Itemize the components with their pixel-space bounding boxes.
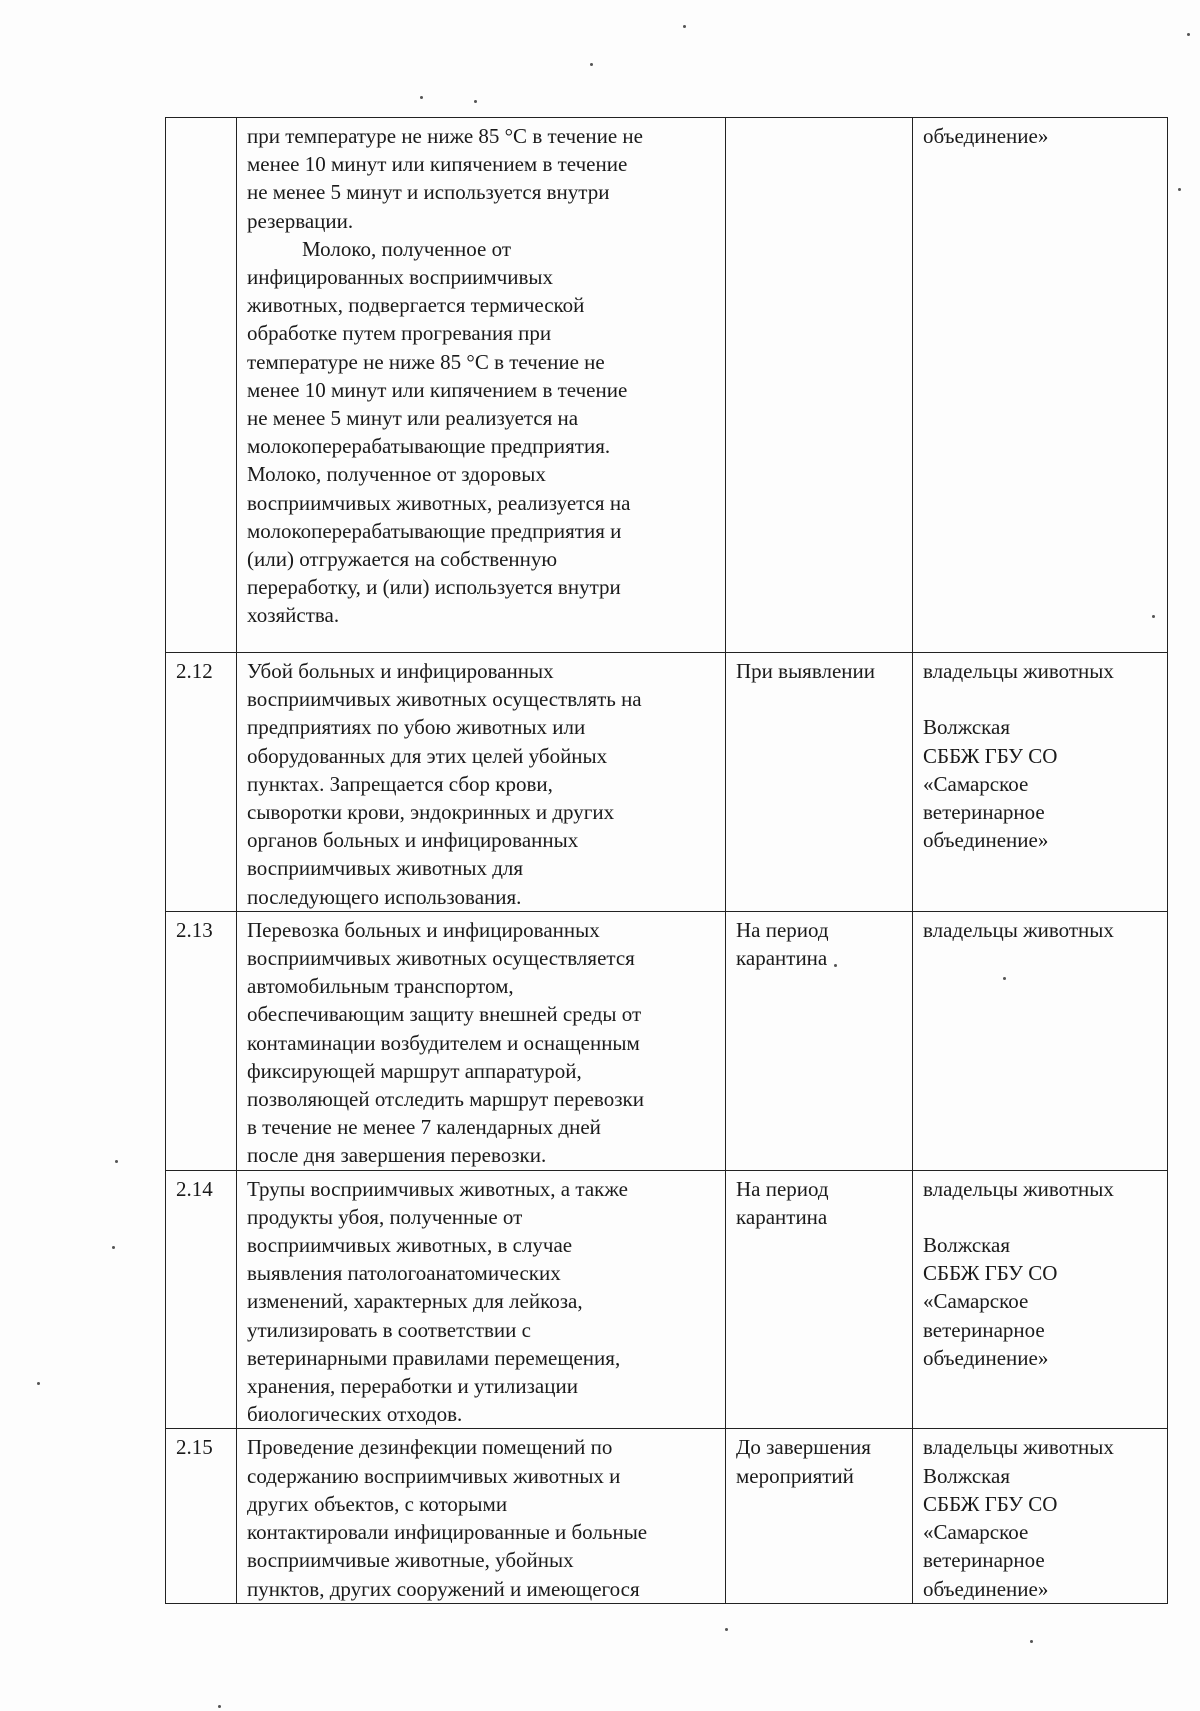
- action-line: животных, подвергается термической: [247, 293, 585, 318]
- action-line: после дня завершения перевозки.: [247, 1143, 547, 1168]
- action-cell: [237, 911, 726, 1170]
- action-line: молокоперерабатывающие предприятия и: [247, 518, 622, 543]
- term-line: На период: [736, 1176, 829, 1201]
- table-row-continued: [166, 118, 1168, 653]
- action-line: Убой больных и инфицированных: [247, 659, 554, 683]
- scan-speck: [590, 63, 593, 66]
- responsible-cell: [913, 911, 1168, 1170]
- action-line: восприимчивых животных, в случае: [247, 1233, 573, 1258]
- responsible-line: объединение»: [923, 1345, 1049, 1370]
- responsible-line: владельцы животных: [923, 917, 1114, 942]
- responsible-line: «Самарское: [923, 1520, 1029, 1545]
- scan-speck: [834, 964, 837, 967]
- action-line: пунктах. Запрещается сбор крови,: [247, 771, 553, 796]
- responsible-line: владельцы животных: [923, 659, 1114, 683]
- responsible-line: СББЖ ГБУ СО: [923, 1491, 1058, 1516]
- row-number: [166, 118, 237, 653]
- action-line: хозяйства.: [247, 603, 340, 628]
- action-line: Перевозка больных и инфицированных: [247, 917, 600, 942]
- responsible-line: объединение»: [923, 1576, 1049, 1601]
- scan-speck: [1187, 33, 1190, 36]
- row-number: 2.14: [166, 1170, 237, 1429]
- action-cell: [237, 1429, 726, 1603]
- row-number: 2.13: [166, 911, 237, 1170]
- action-line: пунктов, других сооружений и имеющегося: [247, 1576, 640, 1601]
- action-line: выявления патологоанатомических: [247, 1261, 561, 1286]
- row-number: 2.12: [166, 653, 237, 912]
- action-line: органов больных и инфицированных: [247, 828, 579, 853]
- scan-speck: [1003, 977, 1006, 980]
- action-line: позволяющей отследить маршрут перевозки: [247, 1087, 644, 1112]
- responsible-line: СББЖ ГБУ СО: [923, 743, 1058, 768]
- action-cell: [237, 653, 726, 912]
- table-row-2-12: [166, 653, 1168, 912]
- responsible-line: объединение»: [923, 124, 1049, 148]
- responsible-line: объединение»: [923, 828, 1049, 853]
- term-line: При выявлении: [736, 659, 875, 683]
- responsible-line: владельцы животных: [923, 1176, 1114, 1201]
- responsible-gap: [923, 1203, 1157, 1231]
- action-line: Молоко, полученное от: [302, 236, 512, 261]
- term-line: карантина: [736, 946, 828, 971]
- scan-speck: [1152, 615, 1155, 618]
- action-line: сыворотки крови, эндокринных и других: [247, 800, 615, 825]
- term-cell: [726, 911, 913, 1170]
- responsible-line: ветеринарное: [923, 800, 1045, 824]
- action-line: Молоко, полученное от здоровых: [247, 462, 546, 487]
- action-line: фиксирующей маршрут аппаратурой,: [247, 1058, 582, 1083]
- scan-speck: [112, 1246, 115, 1249]
- action-line: автомобильным транспортом,: [247, 974, 514, 999]
- scan-speck: [1030, 1640, 1033, 1643]
- term-line: карантина: [736, 1204, 828, 1229]
- action-line: Проведение дезинфекции помещений по: [247, 1435, 613, 1460]
- action-line: предприятиях по убою животных или: [247, 715, 586, 740]
- term-line: На период: [736, 917, 829, 942]
- action-line: контаминации возбудителем и оснащенным: [247, 1030, 640, 1055]
- scan-speck: [37, 1382, 40, 1385]
- responsible-cell: [913, 653, 1168, 912]
- term-line: До завершения: [736, 1435, 871, 1460]
- action-line: температуре не ниже 85 °С в течение не: [247, 349, 605, 374]
- table-row-2-13: [166, 911, 1168, 1170]
- table-row-2-15: [166, 1429, 1168, 1603]
- action-line: восприимчивых животных, реализуется на: [247, 490, 631, 515]
- scan-speck: [725, 1628, 728, 1631]
- scan-speck: [1178, 188, 1181, 191]
- action-line: восприимчивых животных осуществляется: [247, 946, 635, 971]
- responsible-cell: [913, 118, 1168, 653]
- action-line: изменений, характерных для лейкоза,: [247, 1289, 583, 1314]
- action-line: утилизировать в соответствии с: [247, 1317, 531, 1342]
- action-line: других объектов, с которыми: [247, 1491, 508, 1516]
- action-line: при температуре не ниже 85 °С в течение не: [247, 124, 643, 148]
- action-line: не менее 5 минут или реализуется на: [247, 406, 579, 431]
- responsible-cell: [913, 1429, 1168, 1603]
- scan-speck: [420, 96, 423, 99]
- term-cell: [726, 118, 913, 653]
- responsible-gap: [923, 685, 1157, 713]
- responsible-line: Волжская: [923, 715, 1011, 740]
- row-number: 2.15: [166, 1429, 237, 1603]
- measures-table: [165, 117, 1168, 1604]
- action-line: ветеринарными правилами перемещения,: [247, 1345, 621, 1370]
- responsible-line: ветеринарное: [923, 1317, 1045, 1342]
- responsible-line: владельцы животных: [923, 1435, 1114, 1460]
- action-line: Трупы восприимчивых животных, а также: [247, 1176, 628, 1201]
- term-cell: [726, 1170, 913, 1429]
- action-line: резервации.: [247, 208, 354, 233]
- table-row-2-14: [166, 1170, 1168, 1429]
- action-line: молокоперерабатывающие предприятия.: [247, 434, 611, 459]
- action-line: в течение не менее 7 календарных дней: [247, 1115, 601, 1140]
- scan-speck: [683, 25, 686, 28]
- responsible-line: «Самарское: [923, 1289, 1029, 1314]
- scan-speck: [474, 100, 477, 103]
- action-line: инфицированных восприимчивых: [247, 265, 554, 290]
- action-cell: [237, 118, 726, 653]
- term-line: мероприятий: [736, 1463, 854, 1488]
- responsible-line: Волжская: [923, 1233, 1011, 1258]
- action-line: переработку, и (или) используется внутри: [247, 575, 621, 600]
- responsible-line: Волжская: [923, 1463, 1011, 1488]
- responsible-line: ветеринарное: [923, 1548, 1045, 1573]
- action-cell: [237, 1170, 726, 1429]
- action-line: содержанию восприимчивых животных и: [247, 1463, 621, 1488]
- action-line: продукты убоя, полученные от: [247, 1204, 523, 1229]
- responsible-line: СББЖ ГБУ СО: [923, 1261, 1058, 1286]
- action-line: обеспечивающим защиту внешней среды от: [247, 1002, 642, 1027]
- action-line: восприимчивых животных для: [247, 856, 524, 881]
- action-line: оборудованных для этих целей убойных: [247, 743, 608, 768]
- action-line: хранения, переработки и утилизации: [247, 1374, 578, 1399]
- term-cell: [726, 653, 913, 912]
- action-line: менее 10 минут или кипячением в течение: [247, 377, 628, 402]
- scan-speck: [218, 1705, 221, 1708]
- action-line: восприимчивые животные, убойных: [247, 1548, 574, 1573]
- action-line: восприимчивых животных осуществлять на: [247, 687, 642, 712]
- action-line: последующего использования.: [247, 884, 522, 909]
- action-line: (или) отгружается на собственную: [247, 547, 558, 572]
- responsible-line: «Самарское: [923, 771, 1029, 796]
- term-cell: [726, 1429, 913, 1603]
- scan-speck: [115, 1160, 118, 1163]
- action-line: не менее 5 минут и используется внутри: [247, 180, 610, 205]
- action-line: биологических отходов.: [247, 1402, 463, 1427]
- action-line: контактировали инфицированные и больные: [247, 1520, 648, 1545]
- action-line: обработке путем прогревания при: [247, 321, 552, 346]
- action-line: менее 10 минут или кипячением в течение: [247, 152, 628, 177]
- responsible-cell: [913, 1170, 1168, 1429]
